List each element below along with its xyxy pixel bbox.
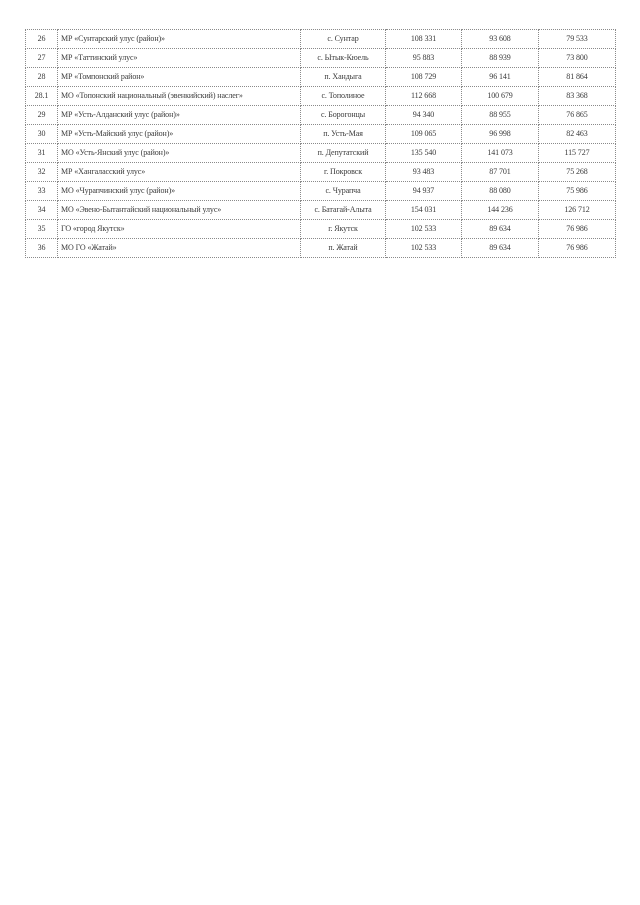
table-row [26, 163, 616, 182]
value-col-2: 88 939 [462, 49, 539, 68]
row-number: 28.1 [26, 87, 58, 106]
value-col-2: 87 701 [462, 163, 539, 182]
value-col-3: 81 864 [539, 68, 616, 87]
value-col-2: 89 634 [462, 220, 539, 239]
municipality-name: МО «Эвено-Бытантайский национальный улус» [58, 201, 301, 220]
admin-center: п. Хандыга [301, 68, 386, 87]
value-col-3: 83 368 [539, 87, 616, 106]
table-row [26, 144, 616, 163]
municipality-table [25, 29, 616, 258]
municipality-name: МР «Усть-Майский улус (район)» [58, 125, 301, 144]
table-row [26, 68, 616, 87]
municipality-name: МО «Усть-Янский улус (район)» [58, 144, 301, 163]
admin-center: г. Покровск [301, 163, 386, 182]
admin-center: с. Чурапча [301, 182, 386, 201]
value-col-3: 75 268 [539, 163, 616, 182]
value-col-1: 95 883 [386, 49, 462, 68]
municipality-name: МР «Хангаласский улус» [58, 163, 301, 182]
value-col-3: 75 986 [539, 182, 616, 201]
table-row [26, 87, 616, 106]
row-number: 34 [26, 201, 58, 220]
value-col-2: 100 679 [462, 87, 539, 106]
municipality-name: МР «Таттинский улус» [58, 49, 301, 68]
municipality-name: МО «Чурапчинский улус (район)» [58, 182, 301, 201]
municipality-name: МО ГО «Жатай» [58, 239, 301, 258]
table-row [26, 125, 616, 144]
admin-center: с. Батагай-Алыта [301, 201, 386, 220]
row-number: 35 [26, 220, 58, 239]
municipality-name: МР «Сунтарский улус (район)» [58, 30, 301, 49]
value-col-2: 141 073 [462, 144, 539, 163]
value-col-2: 96 998 [462, 125, 539, 144]
value-col-2: 144 236 [462, 201, 539, 220]
value-col-2: 93 608 [462, 30, 539, 49]
admin-center: п. Усть-Мая [301, 125, 386, 144]
row-number: 27 [26, 49, 58, 68]
value-col-3: 82 463 [539, 125, 616, 144]
value-col-2: 96 141 [462, 68, 539, 87]
admin-center: с. Сунтар [301, 30, 386, 49]
row-number: 36 [26, 239, 58, 258]
value-col-1: 108 331 [386, 30, 462, 49]
admin-center: с. Борогонцы [301, 106, 386, 125]
row-number: 31 [26, 144, 58, 163]
table-body [26, 30, 616, 258]
value-col-1: 94 937 [386, 182, 462, 201]
value-col-1: 135 540 [386, 144, 462, 163]
value-col-1: 102 533 [386, 239, 462, 258]
municipality-name: МР «Томпонский район» [58, 68, 301, 87]
admin-center: п. Жатай [301, 239, 386, 258]
value-col-3: 79 533 [539, 30, 616, 49]
value-col-1: 94 340 [386, 106, 462, 125]
row-number: 32 [26, 163, 58, 182]
value-col-3: 73 800 [539, 49, 616, 68]
municipality-name: ГО «город Якутск» [58, 220, 301, 239]
value-col-2: 88 955 [462, 106, 539, 125]
value-col-3: 76 986 [539, 239, 616, 258]
municipality-name: МР «Усть-Алданский улус (район)» [58, 106, 301, 125]
municipality-name: МО «Топонский национальный (эвенкийский) наслег» [58, 87, 301, 106]
value-col-1: 112 668 [386, 87, 462, 106]
table-row [26, 30, 616, 49]
value-col-3: 76 986 [539, 220, 616, 239]
admin-center: с. Ытык-Кюель [301, 49, 386, 68]
row-number: 30 [26, 125, 58, 144]
value-col-1: 108 729 [386, 68, 462, 87]
table-row [26, 220, 616, 239]
value-col-3: 115 727 [539, 144, 616, 163]
table-row [26, 182, 616, 201]
value-col-1: 109 065 [386, 125, 462, 144]
row-number: 33 [26, 182, 58, 201]
table-row [26, 106, 616, 125]
value-col-3: 76 865 [539, 106, 616, 125]
value-col-1: 154 031 [386, 201, 462, 220]
admin-center: г. Якутск [301, 220, 386, 239]
admin-center: п. Депутатский [301, 144, 386, 163]
value-col-3: 126 712 [539, 201, 616, 220]
table-row [26, 201, 616, 220]
row-number: 26 [26, 30, 58, 49]
row-number: 28 [26, 68, 58, 87]
admin-center: с. Тополиное [301, 87, 386, 106]
value-col-1: 93 483 [386, 163, 462, 182]
row-number: 29 [26, 106, 58, 125]
table-row [26, 49, 616, 68]
value-col-1: 102 533 [386, 220, 462, 239]
value-col-2: 88 080 [462, 182, 539, 201]
value-col-2: 89 634 [462, 239, 539, 258]
table-row [26, 239, 616, 258]
